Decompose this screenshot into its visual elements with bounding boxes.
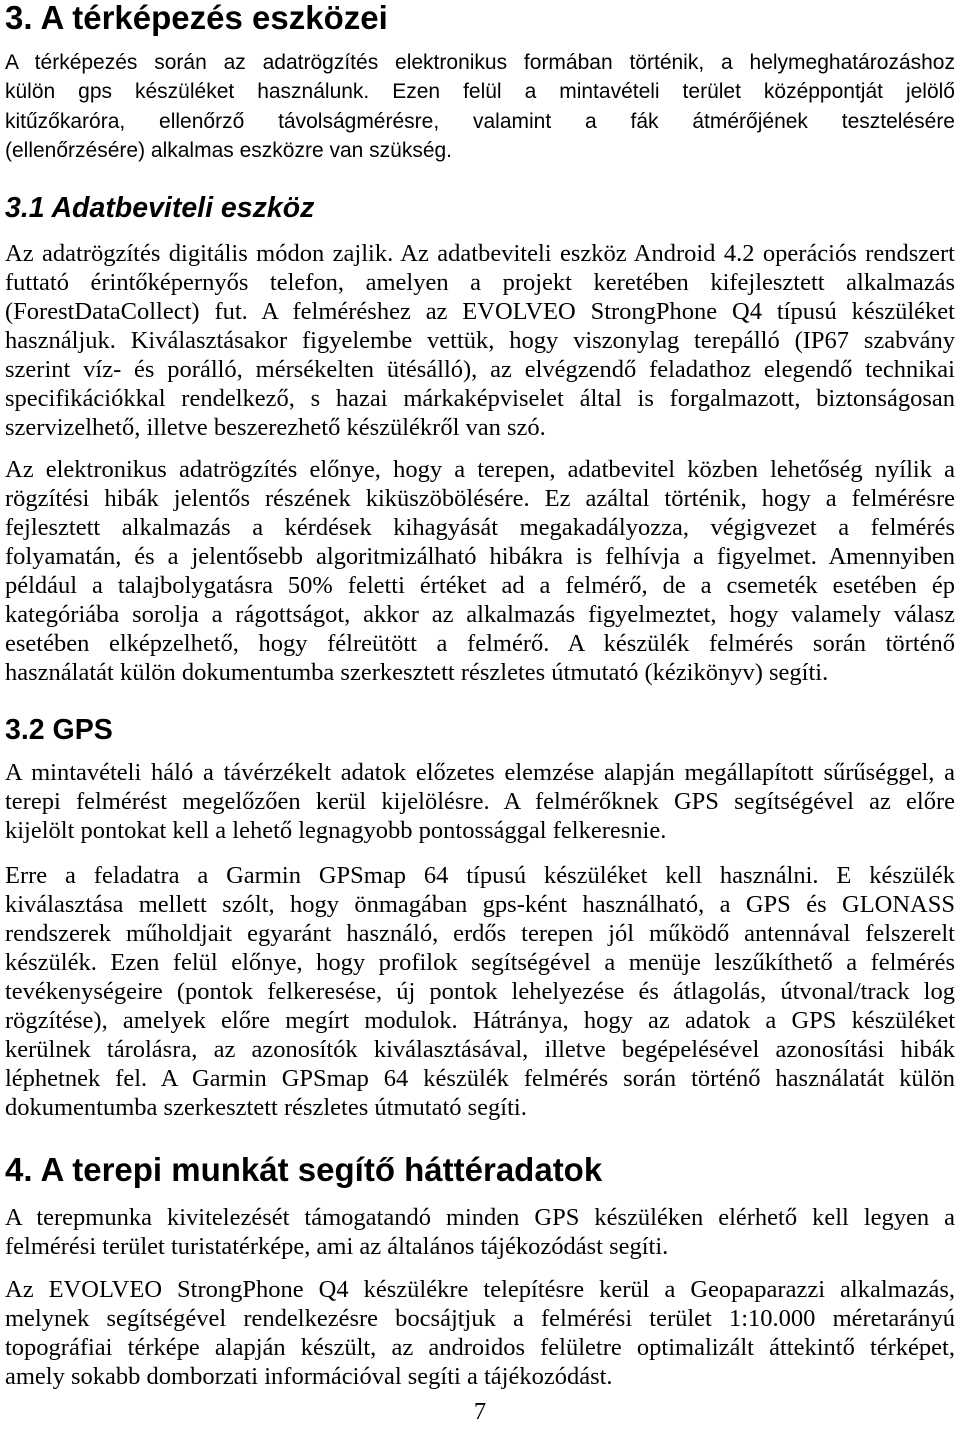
text-line: terepi felmérést megelőzően kerül kijelölésre. A felmérőknek GPS segítségével az előre [5, 788, 955, 815]
text-line: kerülnek tárolásra, az azonosítók kiválasztásával, illetve begépelésével azonosítási hibák [5, 1036, 955, 1063]
text-line: készülék. Ezen felül előnye, hogy profilok segítségével a menüje leszűkíthető a felmérés [5, 949, 955, 976]
text-line: kijelölt pontokat kell a lehető legnagyobb pontossággal felkeresnie. [5, 817, 667, 844]
subsection-heading-3-1: 3.1 Adatbeviteli eszköz [5, 192, 315, 224]
text-line: Az elektronikus adatrögzítés előnye, hogy a terepen, adatbevitel közben lehetőség nyílik a [5, 456, 955, 483]
paragraph-electronic-recording [5, 455, 955, 687]
text-line: felmérési terület turistatérképe, ami az általános tájékozódást segíti. [5, 1233, 669, 1260]
text-line: amely sokabb domborzati információval segíti a tájékozódást. [5, 1363, 613, 1390]
text-line: szervizelhető, illetve beszerezhető készülékről van szó. [5, 414, 546, 441]
text-line: Az EVOLVEO StrongPhone Q4 készülékre telepítésre kerül a Geopaparazzi alkalmazás, [5, 1276, 955, 1303]
text-line: használatát külön dokumentumba szerkesztett részletes útmutató (kézikönyv) segíti. [5, 659, 829, 686]
paragraph-intro [5, 48, 955, 165]
text-line: rögzítése), amelyek előre megírt modulok. Hátránya, hogy az adatok a GPS készüléket [5, 1007, 955, 1034]
paragraph-garmin-device [5, 861, 955, 1122]
text-line: használjuk. Kiválasztásakor figyelembe vettük, hogy viszonylag terepálló (IP67 szabvány [5, 327, 955, 354]
text-line: folyamatán, és a jelentősebb algoritmizálható hibákra is felhívja a figyelmet. Amennyiben [5, 543, 955, 570]
section-heading-3: 3. A térképezés eszközei [5, 0, 388, 36]
page-number: 7 [473, 1398, 487, 1425]
text-line: kitűzőkaróra, ellenőrző távolságmérésre, valamint a fák átmérőjének tesztelésére [5, 109, 955, 133]
text-line: melynek segítségével rendelkezésre bocsájtjuk a felmérési terület 1:10.000 méretarányú [5, 1305, 955, 1332]
paragraph-tourist-map [5, 1203, 955, 1261]
text-line: A mintavételi háló a távérzékelt adatok előzetes elemzése alapján megállapított sűrűséggel, a [5, 759, 955, 786]
paragraph-sampling-grid [5, 758, 955, 845]
text-line: kiválasztása mellett szólt, hogy önmagában gps-ként használható, a GPS és GLONASS [5, 891, 955, 918]
text-line: Az adatrögzítés digitális módon zajlik. Az adatbeviteli eszköz Android 4.2 operációs rendszert [5, 240, 955, 267]
paragraph-input-device [5, 239, 955, 442]
text-line: futtató érintőképernyős telefon, amelyen a projekt keretében kifejlesztett alkalmazás [5, 269, 955, 296]
text-line: fejlesztett alkalmazás a kérdések kihagyását megakadályozza, végigvezet a felmérés [5, 514, 955, 541]
text-line: például a talajbolygatásra 50% feletti értéket ad a felmérő, de a csemeték esetében ép [5, 572, 955, 599]
text-line: Erre a feladatra a Garmin GPSmap 64 típusú készüléket kell használni. E készülék [5, 862, 955, 889]
text-line: rögzítési hibák jelentős részének kiküszöbölésére. Ez azáltal történik, hogy a felmérésre [5, 485, 955, 512]
text-line: A térképezés során az adatrögzítés elektronikus formában történik, a helymeghatározáshoz [5, 51, 955, 74]
paragraph-geopaparazzi [5, 1275, 955, 1391]
text-line: szerint víz- és porálló, mérsékelten ütésálló), az elvégzendő feladathoz elegendő technikai [5, 356, 955, 383]
text-line: tevékenységeire (pontok felkeresése, új pontok lehelyezése és átlagolás, útvonal/track log [5, 978, 955, 1005]
subsection-heading-3-2: 3.2 GPS [5, 714, 113, 746]
text-line: esetében elképzelhető, hogy félreütött a felmérő. A készülék felmérés során történő [5, 630, 955, 657]
text-line: léphetnek fel. A Garmin GPSmap 64 készülék felmérés során történő használatát külön [5, 1065, 955, 1092]
text-line: külön gps készüléket használunk. Ezen felül a mintavételi terület középpontját jelölő [5, 80, 955, 104]
text-line: specifikációkkal rendelkező, s hazai márkaképviselet által is forgalmazott, biztonságosan [5, 385, 955, 412]
text-line: kategóriába sorolja a rágottságot, akkor az alkalmazás figyelmeztet, hogy valamely válasz [5, 601, 955, 628]
text-line: topográfiai térképe alapján készült, az androidos felületre optimalizált áttekintő térképet, [5, 1334, 955, 1361]
section-heading-4: 4. A terepi munkát segítő háttéradatok [5, 1151, 603, 1188]
text-line: rendszerek műholdjait egyaránt használó, erdős terepen jól működő antennával felszerelt [5, 920, 955, 947]
text-line: A terepmunka kivitelezését támogatandó minden GPS készüléken elérhető kell legyen a [5, 1204, 955, 1231]
text-line: dokumentumba szerkesztett részletes útmutató segíti. [5, 1094, 527, 1121]
text-line: (ellenőrzésére) alkalmas eszközre van szükség. [5, 138, 453, 162]
text-line: (ForestDataCollect) fut. A felméréshez az EVOLVEO StrongPhone Q4 típusú készüléket [5, 298, 955, 325]
